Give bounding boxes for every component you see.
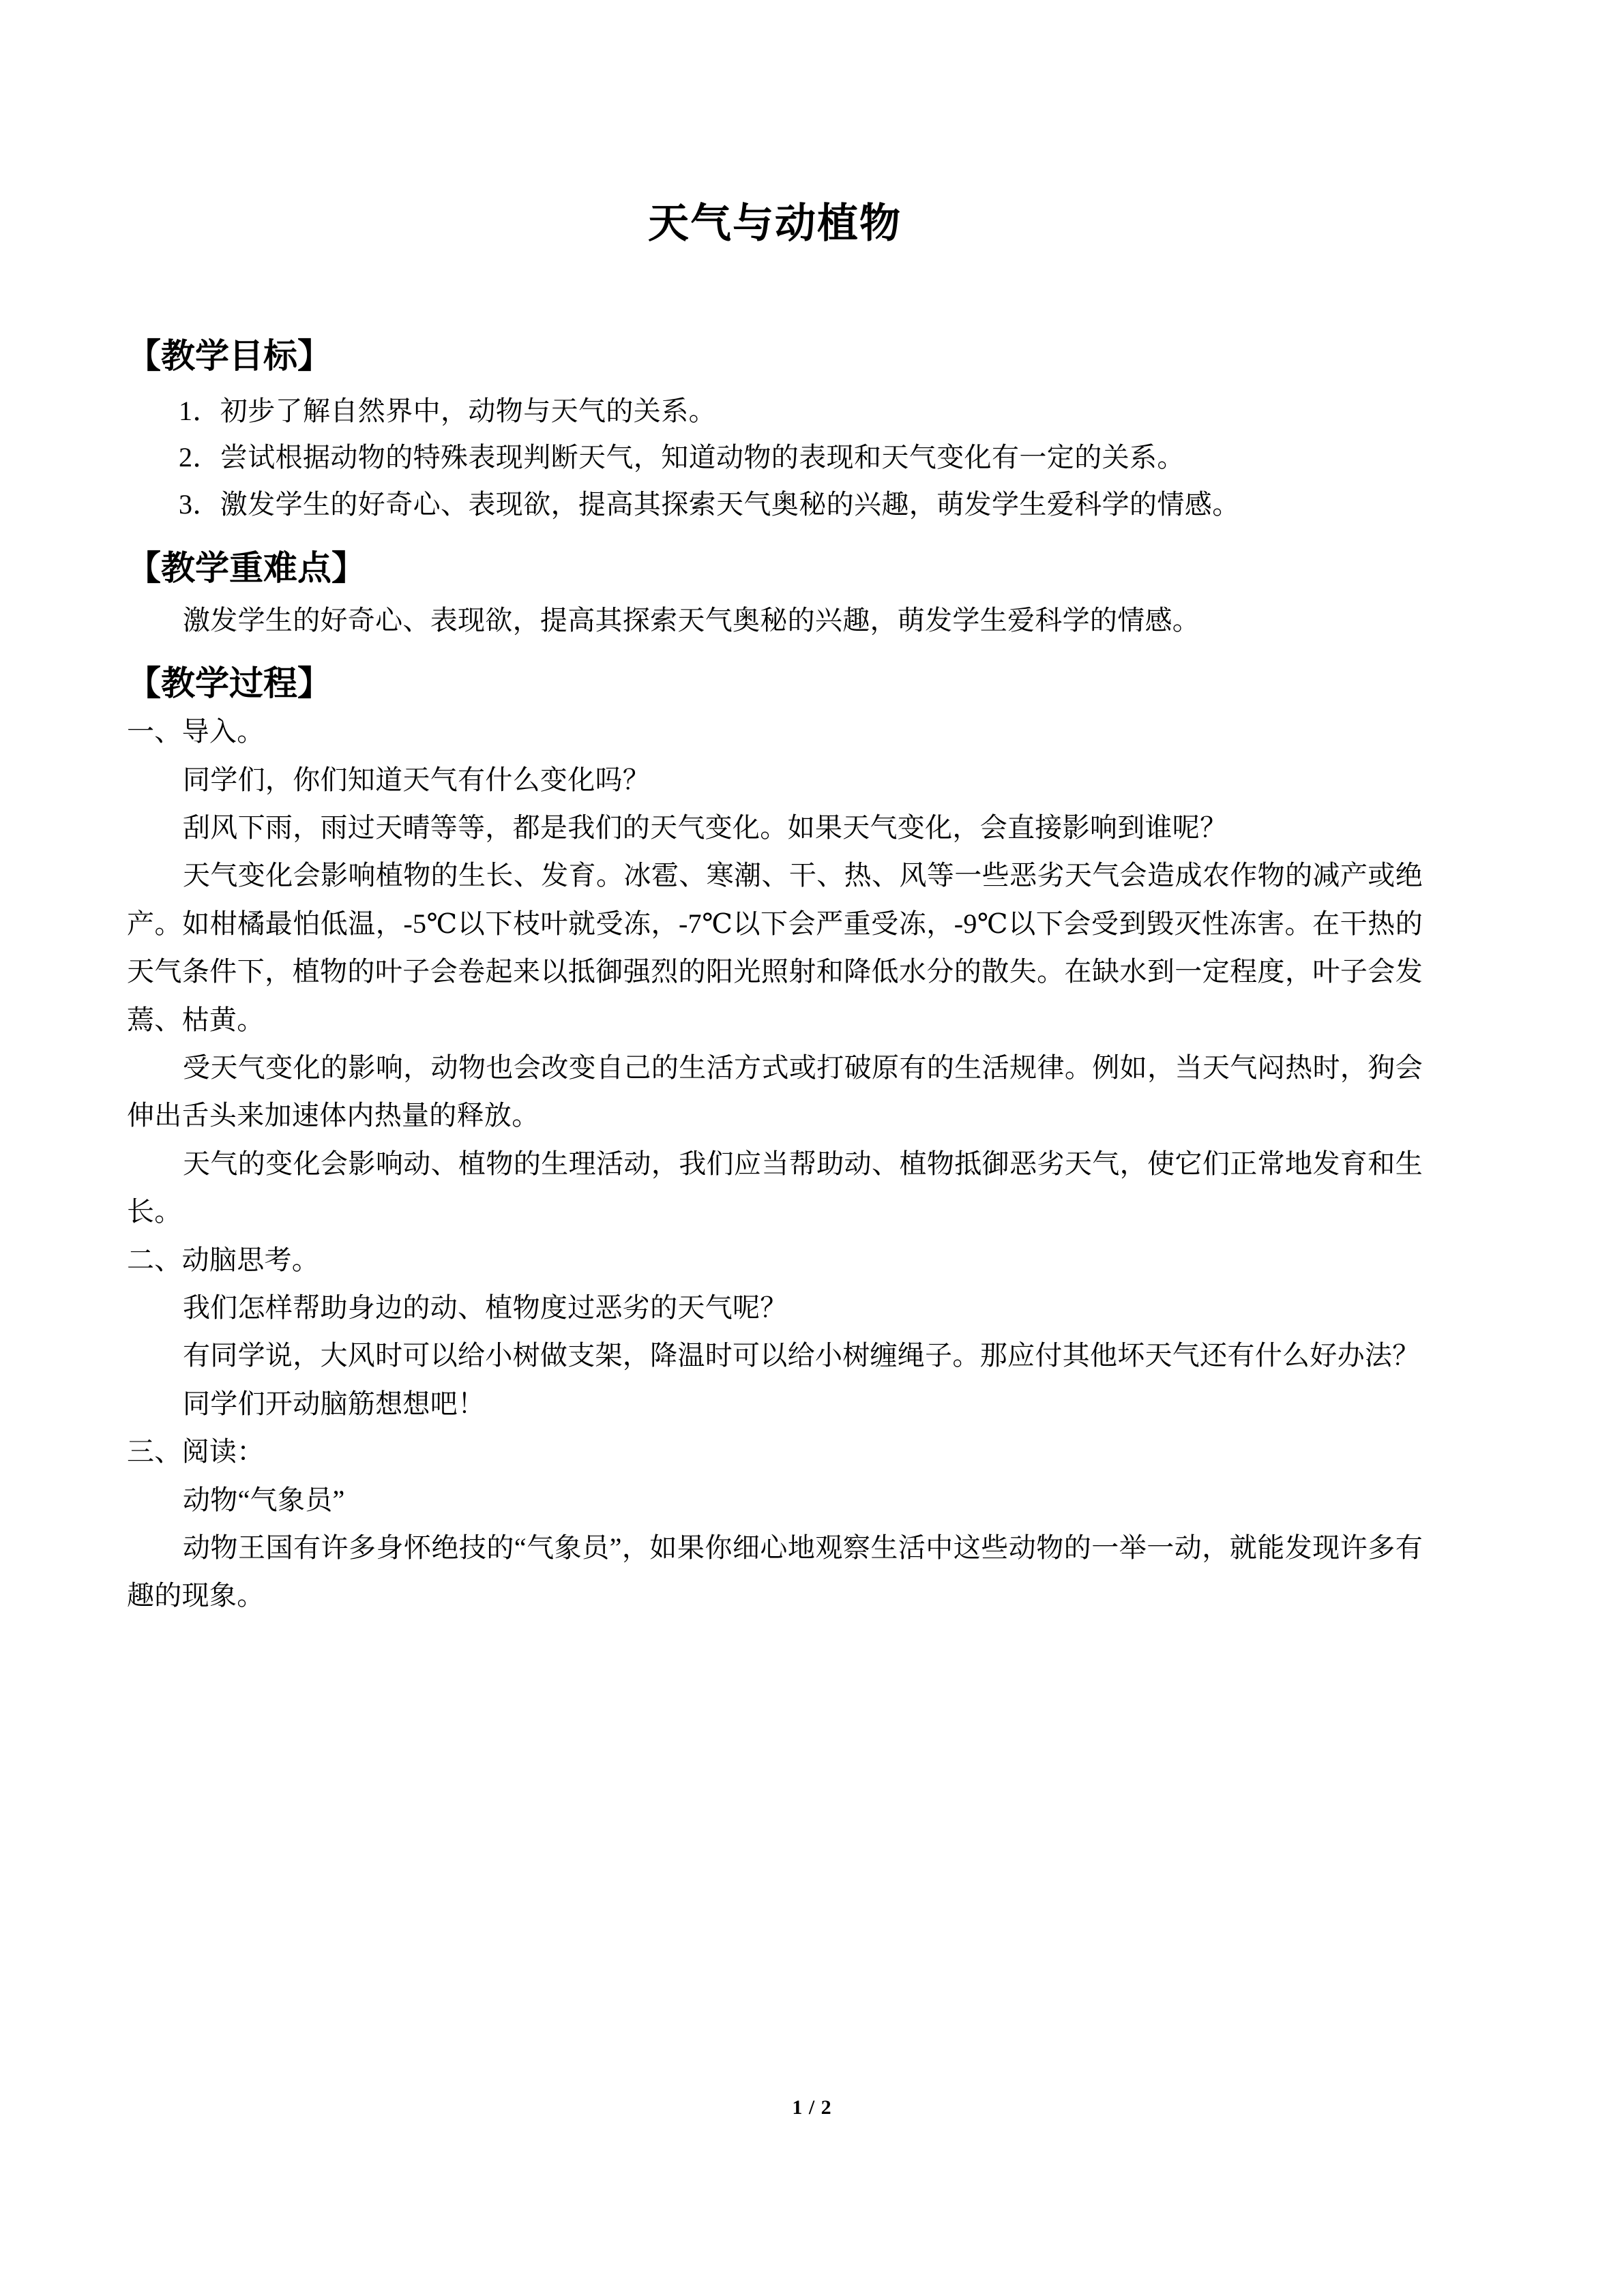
process-part-three-label: 三、阅读： (127, 1436, 265, 1467)
process-part-one-label: 一、导入。 (127, 716, 265, 747)
document-body (127, 0, 1423, 1620)
paragraph: 天气变化会影响植物的生长、发育。冰雹、寒潮、干、热、风等一些恶劣天气会造成农作物的减产或绝产。如柑橘最怕低温，-5℃以下枝叶就受冻，-7℃以下会严重受冻，-9℃以下会受到毁灭性冻害。在干热的天气条件下，植物的叶子会卷起来以抵御强烈的阳光照射和降低水分的散失。在缺水到一定程度，叶子会发蔫、枯黄。 (127, 860, 1423, 1035)
reading-subtitle: 动物“气象员” (183, 1484, 345, 1515)
page-number: 1 / 2 (792, 2096, 832, 2119)
paragraph: 同学们，你们知道天气有什么变化吗？ (183, 764, 651, 795)
section-heading-teaching-goals: 【教学目标】 (127, 337, 331, 375)
list-item: 2．尝试根据动物的特殊表现判断天气，知道动物的表现和天气变化有一定的关系。 (179, 442, 1185, 473)
process-part-two-label: 二、动脑思考。 (127, 1244, 320, 1275)
paragraph: 我们怎样帮助身边的动、植物度过恶劣的天气呢？ (183, 1292, 788, 1323)
paragraph: 动物王国有许多身怀绝技的“气象员”，如果你细心地观察生活中这些动物的一举一动，就能发现许多有趣的现象。 (127, 1532, 1423, 1611)
teaching-goals-list (127, 388, 1423, 528)
paragraph: 天气的变化会影响动、植物的生理活动，我们应当帮助动、植物抵御恶劣天气，使它们正常地发育和生长。 (127, 1148, 1423, 1227)
list-item: 1．初步了解自然界中，动物与天气的关系。 (179, 395, 716, 426)
paragraph: 有同学说，大风时可以给小树做支架，降温时可以给小树缠绳子。那应付其他坏天气还有什么好办法？ (183, 1340, 1420, 1371)
page-title: 天气与动植物 (648, 201, 902, 246)
paragraph: 同学们开动脑筋想想吧！ (183, 1388, 486, 1419)
paragraph: 受天气变化的影响，动物也会改变自己的生活方式或打破原有的生活规律。例如，当天气闷热时，狗会伸出舌头来加速体内热量的释放。 (127, 1052, 1423, 1131)
section-heading-key-difficulties: 【教学重难点】 (127, 548, 366, 587)
section-heading-teaching-process: 【教学过程】 (127, 664, 331, 702)
key-difficulties-body: 激发学生的好奇心、表现欲，提高其探索天气奥秘的兴趣，萌发学生爱科学的情感。 (183, 605, 1200, 636)
paragraph: 刮风下雨，雨过天晴等等，都是我们的天气变化。如果天气变化，会直接影响到谁呢？ (183, 812, 1228, 844)
list-item: 3．激发学生的好奇心、表现欲，提高其探索天气奥秘的兴趣，萌发学生爱科学的情感。 (179, 489, 1240, 520)
